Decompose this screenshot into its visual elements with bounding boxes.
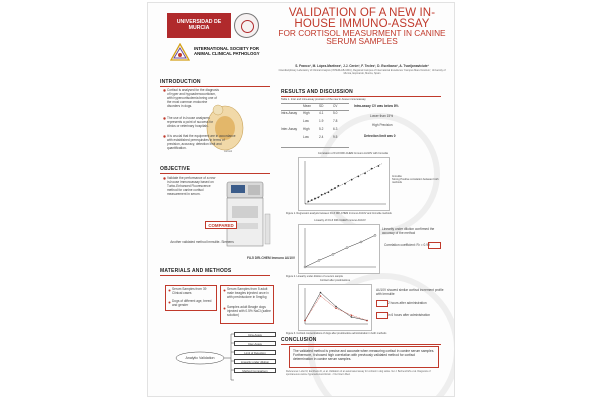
left-box-item-1: Serum Samples from 39 Clinical cases — [172, 287, 207, 295]
conclusion-heading: CONCLUSION — [281, 337, 441, 345]
legend-immulite: Immulite — [392, 175, 402, 178]
series-point — [366, 320, 368, 322]
series-point — [351, 316, 353, 318]
scatter-point — [327, 191, 329, 193]
series-point — [320, 292, 322, 294]
scatter-point — [334, 187, 336, 189]
table-cell: 5.2 — [319, 127, 324, 131]
scatter-chart — [298, 157, 390, 211]
scatter-point — [377, 165, 379, 167]
authors: S. Franco¹, M. López-Martínez¹, J.J. Cerón¹, F. Tecles¹, D. Escribano¹, A. Tvarijonaviciute¹ — [295, 64, 429, 68]
peak-2h-box — [376, 300, 388, 307]
lower-note: Lower than 15% — [370, 114, 394, 118]
timecourse-chart — [298, 284, 372, 331]
right-box-item-1: Serum Samples from 5 adult male beagles injected once iv with prednisolone in 5mg/kg — [227, 287, 269, 299]
table-cell: 5.0 — [333, 111, 338, 115]
precision-table — [281, 103, 349, 148]
linearity-point — [360, 241, 362, 243]
fig1-caption: Figure 1. Regression analysis between FUJI DRI-CHEM Immuno AU10V and Immulite methods — [286, 212, 392, 215]
intro-heading: INTRODUCTION — [160, 79, 270, 87]
isacp-logo-icon — [170, 43, 190, 63]
linearity-point — [332, 253, 334, 255]
scatter-point — [357, 175, 359, 177]
poster-title: VALIDATION OF A NEW IN-HOUSE IMMUNO-ASSAY — [288, 7, 436, 30]
table-cell: 4.1 — [319, 111, 324, 115]
table-cell: High — [303, 111, 310, 115]
validation-item-comparison: Method Comparison — [234, 368, 276, 373]
validation-item-lod: Limit of Detection — [234, 350, 276, 355]
high-note: High Precision — [372, 123, 393, 127]
validation-item-linearity: Linearity under dilution — [234, 359, 276, 364]
intro-bullet-1: Cortisol is analysed for the diagnosis of hyper and hypoadrenocorticism, with hypercortisolemia being one of the most common endocrine disorders in dogs. — [167, 88, 219, 108]
linearity-point — [304, 266, 306, 268]
scatter-point — [311, 199, 313, 201]
table-cell: CV — [333, 104, 338, 108]
university-banner: UNIVERSIDAD DE MURCIA — [167, 13, 231, 38]
results-heading: RESULTS AND DISCUSSION — [281, 89, 441, 97]
r2-highlight-box — [428, 242, 441, 249]
basal-6h-box — [376, 312, 388, 319]
linearity-note: Linearity under dilution confirmed the accuracy of the method — [382, 227, 435, 235]
au10v-note: AU10V showed similar cortisol increment profile with Immulite — [376, 288, 444, 296]
note-2h: 2 hours after administration — [388, 301, 427, 305]
objective-heading: OBJECTIVE — [160, 166, 270, 174]
bullet-icon — [222, 288, 227, 293]
affiliation: ¹Interdisciplinary Laboratory of Clinical Analysis (INTERLAB-UMU), Regional Campus of International Excellence 'Campus Mare Nostrum', University of Murcia, Espinardo, Murcia, Spain — [278, 69, 446, 75]
analytic-validation-label: Analytic Validation — [185, 356, 215, 360]
linearity-title: Linearity of FUJI DRI-CHEM Immuno AU10V — [314, 219, 366, 222]
table-cell: Mean — [303, 104, 311, 108]
table-cell: Low — [303, 119, 309, 123]
poster-subtitle: FOR CORTISOL MEASURMENT IN CANINE SERUM SAMPLES — [278, 28, 446, 47]
references: References: Lobo M, Escribano D, et al. Validation of an automated assay for cortisol in dog saliva. Vet J. Behrend EN et al. Diagnosis of spontaneous canine hyperadrenocorticism. J Vet Intern Med. — [286, 370, 431, 376]
table-cell: 9.5 — [333, 135, 338, 139]
series-point — [335, 306, 337, 308]
right-box-item-2: Samples adult Beagle dogs injected with 0.5% NaCl (saline solution) — [227, 305, 271, 317]
linearity-chart — [298, 224, 380, 274]
detection-note: Detection limit was 0 — [364, 134, 396, 138]
table-cell: SD — [319, 104, 324, 108]
validation-item-intra: Intra-Assay — [234, 332, 276, 337]
scatter-point — [314, 198, 316, 200]
fig2-caption: Figure 2. Linearity under dilution of a serum sample — [286, 275, 343, 278]
device-caption: FUJI DRI-CHEM Immuno AU10V — [246, 256, 296, 260]
table-caption: Table 1. Inter and intra-assay precision of the new in-house immunoassay — [281, 98, 366, 101]
linearity-line — [305, 235, 375, 267]
series-point — [351, 314, 353, 316]
table-cell: Low — [303, 135, 309, 139]
conclusion-text: The validated method is precise and accurate when measuring cortisol in canine serum samples. Furthermore, it showed high correlation with previously validated method for cortisol determination in canine serum samples. — [293, 349, 435, 361]
table-cell: High — [303, 127, 310, 131]
table-cell: 2.4 — [319, 135, 324, 139]
left-box-item-2: Dogs of different age, breed and gender — [172, 299, 212, 307]
scatter-point — [331, 189, 333, 191]
table-cell: 6.3 — [333, 127, 338, 131]
compared-badge: COMPARED — [205, 221, 237, 229]
objective-text: Validate the performance of a new in-house immunoassay based on Turbo-Enhanced Fluorescence method for canine cortisol measurement in serum. — [167, 176, 216, 196]
scatter-point — [371, 168, 373, 170]
intro-bullet-3: It is crucial that the equipment are in accordance with established prerequisites in terms of precision, accuracy, detection limit and quantification. — [167, 134, 236, 150]
series-point — [304, 320, 306, 322]
fig3-caption: Figure 3. Cortisol concentrations of dogs after prednisolone administration in both methods — [286, 332, 387, 335]
series-point — [335, 307, 337, 309]
table-cell: 1.9 — [319, 119, 324, 123]
scatter-point — [317, 196, 319, 198]
table-cell: 7.8 — [333, 119, 338, 123]
scatter-point — [344, 183, 346, 185]
legend-correlation: Strong Positive correlation between both methods — [392, 178, 439, 184]
table-cell: Inter-Assay — [281, 127, 298, 131]
bullet-icon — [222, 306, 227, 311]
scatter-point — [351, 179, 353, 181]
scatter-point — [324, 193, 326, 195]
scatter-point — [364, 172, 366, 174]
compared-text: Another validated method Immulite- Siemens — [170, 240, 234, 244]
svg-text:cortisol: cortisol — [224, 150, 232, 153]
cv-note: Intra-assay CV was below 8% — [354, 104, 399, 108]
linearity-point — [318, 259, 320, 261]
linearity-point — [346, 247, 348, 249]
validation-item-inter: Inter-Assay — [234, 341, 276, 346]
university-seal — [234, 13, 259, 38]
regression-line — [305, 164, 382, 204]
note-6h: in 6 hours after administration — [388, 313, 430, 317]
scatter-point — [337, 185, 339, 187]
scatter-title: Correlation of FUJI DRI-CHEM Immuno AU10V with Immulite — [317, 152, 389, 155]
poster — [148, 3, 454, 396]
timecourse-title: Cortisol after prednisolone — [319, 279, 351, 282]
scatter-legend — [392, 175, 442, 184]
intro-bullet-2: The use of in-house analysers represents a point of success for clinics or veterinary hospitals. — [167, 116, 214, 128]
scatter-point — [307, 200, 309, 202]
society-name: INTERNATIONAL SOCIETY FOR ANIMAL CLINICAL PATHOLOGY — [194, 46, 260, 56]
linearity-point — [374, 234, 376, 236]
bullet-icon — [167, 300, 172, 305]
series-point — [320, 295, 322, 297]
scatter-point — [321, 194, 323, 196]
table-cell: Intra-Assay — [281, 111, 298, 115]
correlation-note: Correlation coefficient: R² = 0.99 — [384, 243, 430, 247]
methods-heading: MATERIALS AND METHODS — [160, 268, 270, 276]
bullet-icon — [167, 288, 172, 293]
conclusion-box — [289, 346, 439, 368]
